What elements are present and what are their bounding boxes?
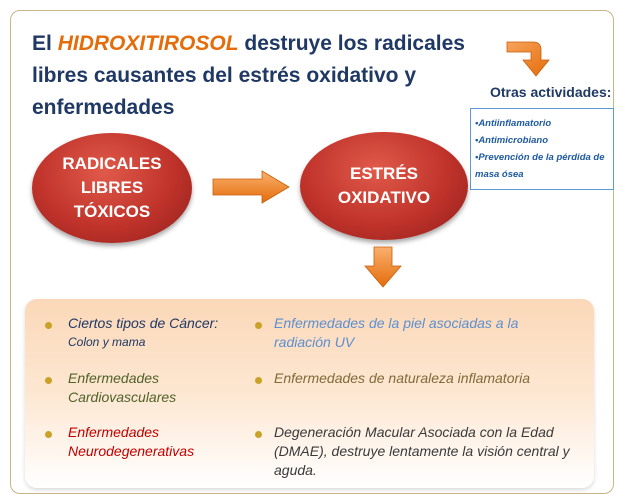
node-line: RADICALES xyxy=(62,154,162,173)
node-line: ESTRÉS xyxy=(349,164,419,183)
down-arrow-icon xyxy=(364,246,402,288)
otras-actividades-box xyxy=(470,108,614,190)
disease-cardio: Enfermedades Cardiovasculares xyxy=(68,370,177,405)
disease-inflam: Enfermedades de naturaleza inflamatoria xyxy=(274,370,531,386)
title-highlight: HIDROXITIROSOL xyxy=(57,32,239,55)
bullet-icon xyxy=(255,431,262,438)
disease-piel: Enfermedades de la piel asociadas a la radiación UV xyxy=(274,315,519,350)
bullet-icon xyxy=(255,377,262,384)
title-suffix: destruye los radicales libres causantes del estrés oxidativo y enfermedades xyxy=(32,32,465,119)
activity-item: •Antimicrobiano xyxy=(475,135,548,146)
radicales-libres-node xyxy=(32,133,192,243)
disease-neuro: Enfermedades Neurodegenerativas xyxy=(68,424,195,459)
bullet-icon xyxy=(45,431,52,438)
disease-sub: Colon y mama xyxy=(68,335,146,349)
node-line: OXIDATIVO xyxy=(337,188,431,207)
node-line: TÓXICOS xyxy=(73,202,151,221)
disease-label: Ciertos tipos de Cáncer: xyxy=(68,315,219,331)
node-line: LIBRES xyxy=(80,178,144,197)
disease-cancer xyxy=(68,314,248,352)
bullet-icon xyxy=(45,322,52,329)
right-arrow-icon xyxy=(212,170,290,204)
bullet-icon xyxy=(255,322,262,329)
activity-item: •Prevención de la pérdida de masa ósea xyxy=(475,152,605,180)
bent-arrow-icon xyxy=(505,38,555,80)
page-title xyxy=(32,28,482,124)
bullet-icon xyxy=(45,377,52,384)
estres-oxidativo-node xyxy=(300,132,468,240)
otras-actividades-label: Otras actividades: xyxy=(490,84,612,100)
disease-dmae: Degeneración Macular Asociada con la Edad (DMAE), destruye lentamente la visión central y aguda. xyxy=(274,424,570,478)
activity-item: •Antiinflamatorio xyxy=(475,118,552,129)
title-prefix: El xyxy=(32,32,58,55)
